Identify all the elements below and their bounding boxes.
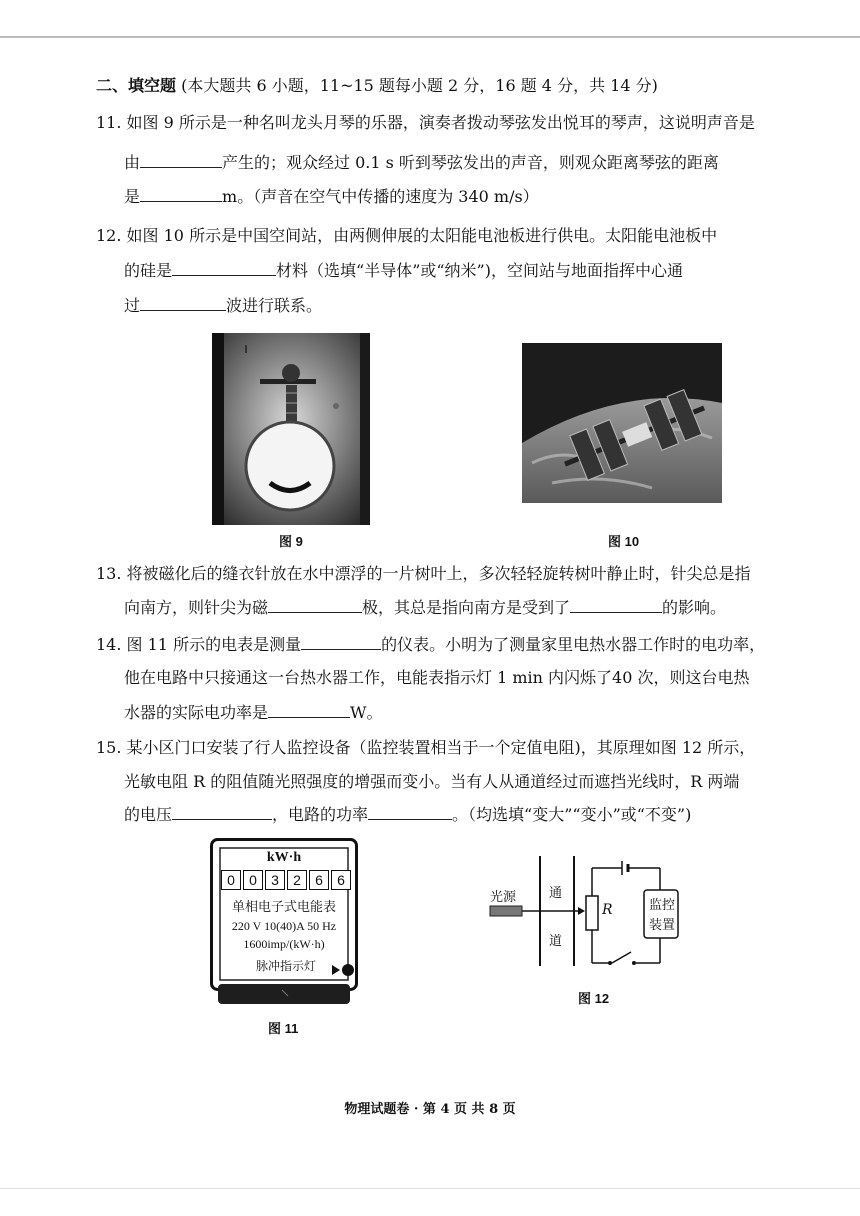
meter-digit: 6 [309,870,329,890]
circuit-figure [488,848,698,978]
q14-text: 的仪表。小明为了测量家里电热水器工作时的电功率， [381,635,766,654]
q14-line1 [96,634,765,656]
q11-text: 由 [124,153,141,172]
page-footer: 物理试题卷 · 第 4 页 共 8 页 [344,1102,516,1117]
energy-meter-figure [210,838,358,990]
section-title: 二、填空题 [96,76,177,95]
q15-line1: 15. 某小区门口安装了行人监控设备（监控装置相当于一个定值电阻)，其原理如图 12 所示， [96,738,756,757]
q15-blank1[interactable] [172,805,272,820]
q11-text: m。（声音在空气中传播的速度为 340 m/s） [222,187,539,206]
meter-name: 单相电子式电能表 [231,900,336,915]
figure-10-caption: 图 10 [608,534,640,549]
q11-blank1[interactable] [140,153,222,168]
q14-text: 水器的实际电功率是 [124,703,269,722]
channel-label-top: 通 [549,886,563,901]
section-note: (本大题共 6 小题，11~15 题每小题 2 分，16 题 4 分，共 14 分) [181,76,658,95]
q15-line2: 光敏电阻 R 的阻值随光照强度的增强而变小。当有人从通道经过而遮挡光线时，R 两端 [124,772,740,791]
monitor-label-bottom: 装置 [648,918,675,933]
bottom-rule [0,1188,860,1189]
q12-text: 的硅是 [124,261,173,280]
section-heading [96,75,658,97]
meter-constant: 1600imp/(kW·h) [243,937,325,951]
resistor-label: R [602,902,613,918]
meter-indicator-label: 脉冲指示灯 [256,959,317,973]
meter-rating: 220 V 10(40)A 50 Hz [231,919,337,933]
q12-text: 过 [124,296,141,315]
q15-blank2[interactable] [368,805,452,820]
q12-line3 [124,295,322,317]
meter-digit: 2 [287,870,307,890]
q14-line2: 他在电路中只接通这一台热水器工作，电能表指示灯 1 min 内闪烁了40 次，则这台电热 [124,668,750,687]
figure-11-caption: 图 11 [268,1021,299,1036]
q12-line1: 12. 如图 10 所示是中国空间站，由两侧伸展的太阳能电池板进行供电。太阳能电池板中 [96,226,718,245]
q11-line3 [124,186,539,208]
q12-line2 [124,260,683,282]
q13-blank2[interactable] [570,598,662,613]
channel-label-bottom: 道 [549,934,563,949]
q14-text: W。 [350,703,383,722]
figure-9-caption: 图 9 [279,534,303,549]
q13-line2 [124,597,726,619]
q13-blank1[interactable] [268,598,362,613]
meter-unit: kW·h [266,850,302,865]
q11-line2 [124,152,719,174]
q11-text: 是 [124,187,141,206]
meter-digit: 0 [221,870,241,890]
q14-blank2[interactable] [268,703,350,718]
top-rule [0,36,860,38]
figure-9-image [212,333,370,525]
meter-digit: 3 [265,870,285,890]
q14-blank1[interactable] [301,635,381,650]
monitor-label-top: 监控 [648,898,675,913]
q12-blank1[interactable] [172,261,276,276]
q11-blank2[interactable] [140,187,222,202]
q12-text: 材料（选填“半导体”或“纳米”)，空间站与地面指挥中心通 [276,261,683,280]
q15-text: ，电路的功率 [272,805,369,824]
q11-line1: 11. 如图 9 所示是一种名叫龙头月琴的乐器，演奏者拨动琴弦发出悦耳的琴声，这说明声音是 [96,113,755,132]
figure-12-caption: 图 12 [578,991,610,1006]
q14-text: 14. 图 11 所示的电表是测量 [96,635,302,654]
light-source-label: 光源 [490,890,517,905]
q13-text: 向南方，则针尖为磁 [124,598,269,617]
q11-text: 产生的；观众经过 0.1 s 听到琴弦发出的声音，则观众距离琴弦的距离 [222,153,719,172]
q13-text: 极，其总是指向南方是受到了 [362,598,571,617]
figure-10-image [522,343,722,503]
q15-text: 的电压 [124,805,173,824]
q15-text: 。（均选填“变大”“变小”或“不变”) [452,805,692,824]
q13-text: 的影响。 [662,598,727,617]
meter-digit: 0 [243,870,263,890]
q12-blank2[interactable] [140,296,226,311]
meter-reading [221,870,351,890]
meter-digit: 6 [331,870,351,890]
q14-line3 [124,702,382,724]
q13-line1: 13. 将被磁化后的缝衣针放在水中漂浮的一片树叶上，多次轻轻旋转树叶静止时，针尖总是指 [96,564,751,583]
q12-text: 波进行联系。 [226,296,323,315]
q15-line3 [124,804,691,826]
